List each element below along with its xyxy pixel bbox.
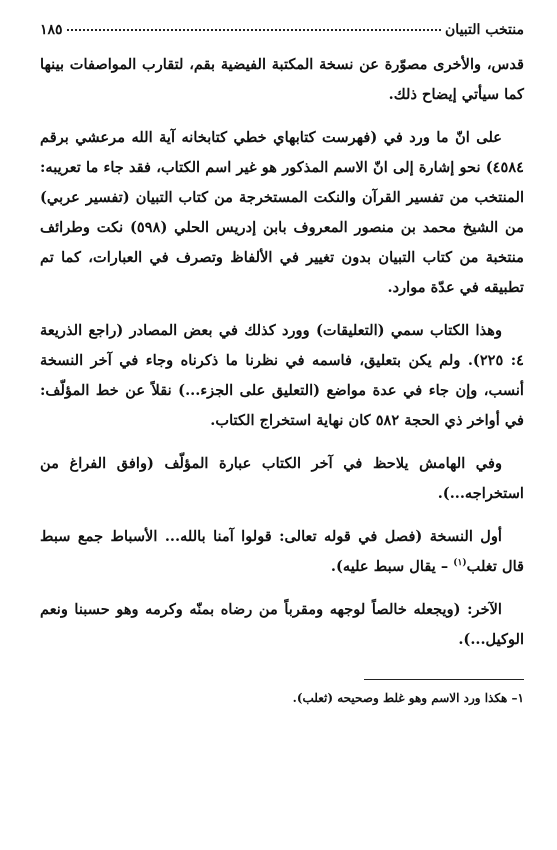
footnote-reference[interactable]: (١) bbox=[453, 558, 467, 569]
footnote: ١– هكذا ورد الاسم وهو غلط وصحيحه (ثعلب). bbox=[292, 691, 524, 705]
header-leader-dots bbox=[67, 29, 441, 31]
running-header bbox=[40, 22, 524, 48]
paragraph-4: وفي الهامش يلاحظ في آخر الكتاب عبارة المؤلّف (وافق الفراغ من استخراجه...). bbox=[40, 455, 524, 502]
document-page bbox=[40, 22, 524, 708]
header-title: منتخب التبيان bbox=[445, 22, 524, 38]
paragraph-6: الآخر: (ويجعله خالصاً لوجهه ومقرباً من رضاه بمنّه وكرمه وهو حسبنا ونعم الوكيل...). bbox=[40, 601, 524, 648]
paragraph-3: وهذا الكتاب سمي (التعليقات) وورد كذلك في بعض المصادر (راجع الذريعة ٤: ٢٢٥). ولم يكن بتعليق، فاسمه في نظرنا ما ذكرناه وجاء في آخر النسخة أنسب، وإن جاء في عدة مواضع (التعليق على الجزء...) نقلاً عن خط المؤلّف: في أواخر ذي الحجة ٥٨٢ كان نهاية استخراج الكتاب. bbox=[40, 322, 525, 429]
page-number: ١٨٥ bbox=[40, 22, 63, 38]
paragraph-2: على انّ ما ورد في (فهرست كتابهاي خطي كتابخانه آية الله مرعشي برقم ٤٥٨٤) نحو إشارة إلى انّ الاسم المذكور هو غير اسم الكتاب، فقد جاء ما تعريبه: المنتخب من تفسير القرآن والنكت المستخرجة من كتاب التبيان (تفسير عربي) من الشيخ محمد بن منصور المعروف بابن إدريس الحلي (٥٩٨) نكت وطرائف منتخبة من كتاب التبيان بدون تغيير في الألفاظ وتصرف في العبارات، كما تم تطبيقه في عدّة موارد. bbox=[40, 129, 524, 296]
paragraph-5-text: أول النسخة (فصل في قوله تعالى: قولوا آمنا بالله... الأسباط جمع سبط قال تغلب bbox=[40, 528, 524, 575]
paragraph-5 bbox=[40, 522, 524, 582]
footnote-separator bbox=[364, 679, 524, 680]
paragraph-1: قدس، والأخرى مصوّرة عن نسخة المكتبة الفيضية بقم، لتقارب المواصفات بينها كما سيأتي إيضاح ذلك. bbox=[40, 56, 524, 103]
paragraph-5-tail: – يقال سبط عليه). bbox=[330, 558, 454, 575]
